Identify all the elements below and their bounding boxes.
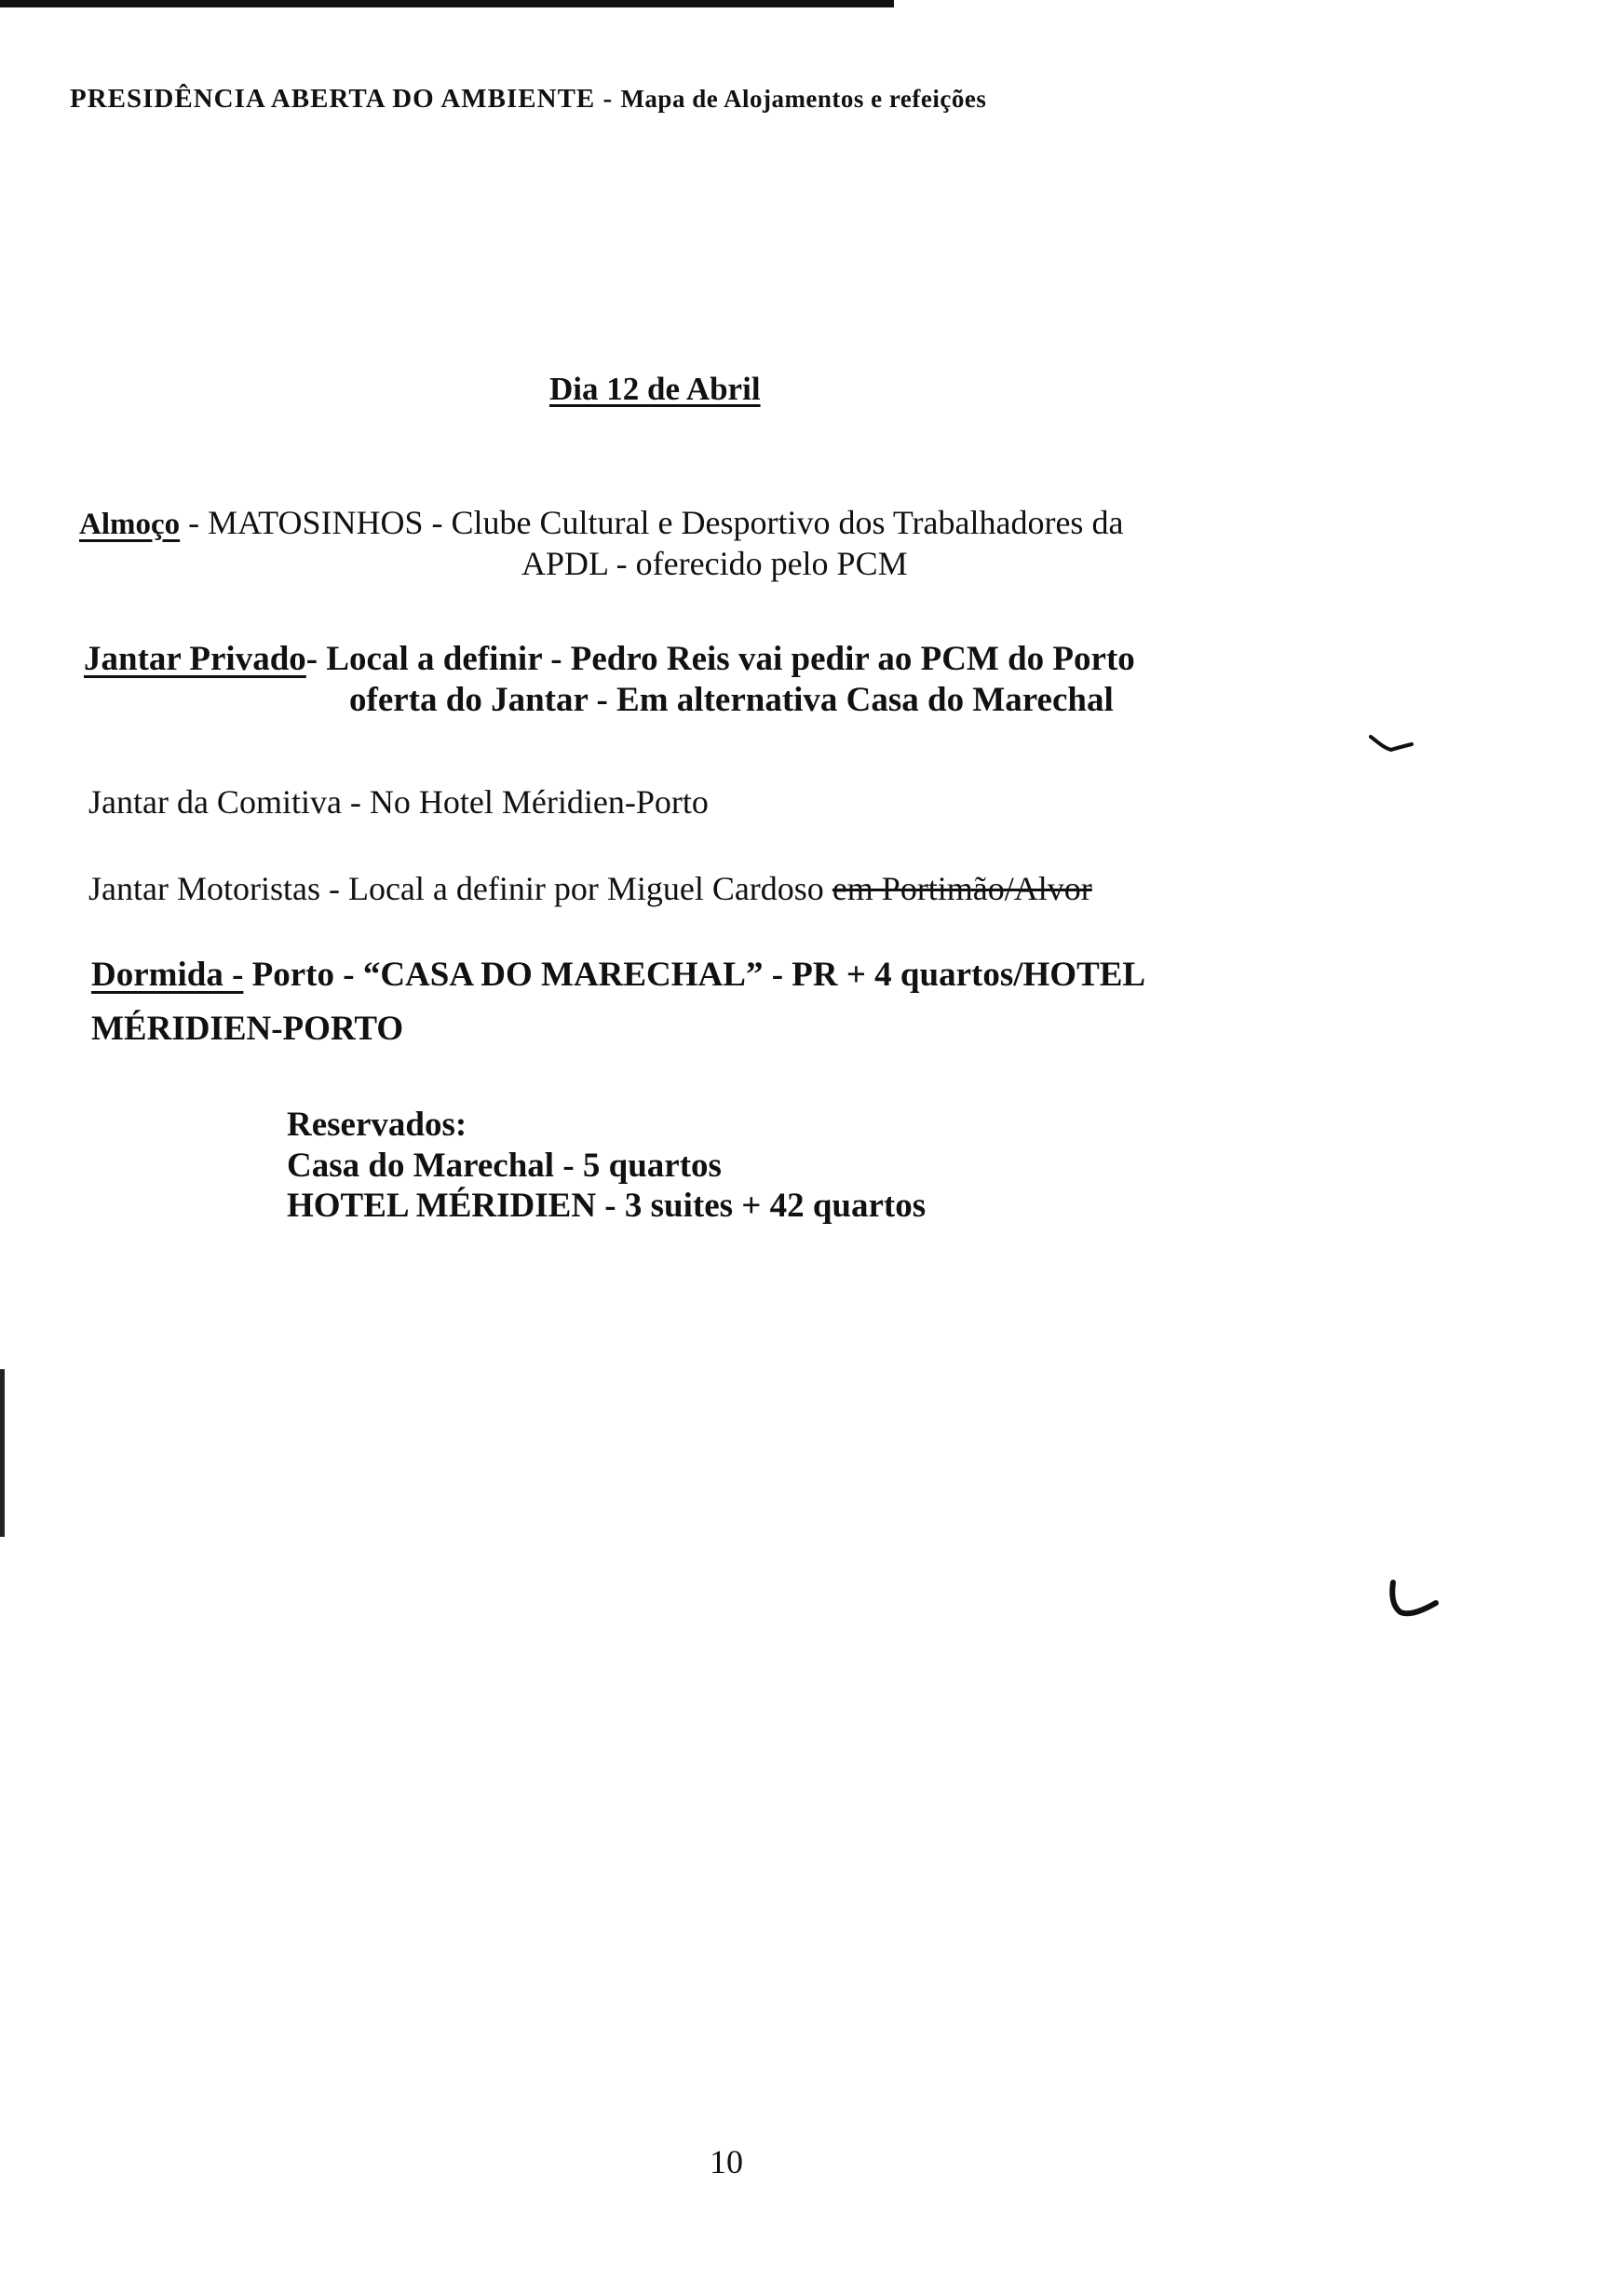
reservados-item: Casa do Marechal - 5 quartos bbox=[287, 1147, 722, 1185]
header-title: PRESIDÊNCIA ABERTA DO AMBIENTE bbox=[70, 84, 596, 114]
date-heading: Dia 12 de Abril bbox=[549, 371, 761, 407]
almoco-line-2: APDL - oferecido pelo PCM bbox=[521, 545, 908, 582]
page-number: 10 bbox=[710, 2143, 743, 2180]
dormida-line-2: MÉRIDIEN-PORTO bbox=[91, 1010, 404, 1048]
almoco-place: MATOSINHOS bbox=[208, 504, 424, 541]
dormida-line-1 bbox=[91, 955, 1145, 995]
handwritten-tick-mark bbox=[1386, 1579, 1441, 1625]
header-subtitle: Mapa de Alojamentos e refeições bbox=[620, 85, 987, 113]
reservados-item: HOTEL MÉRIDIEN - 3 suites + 42 quartos bbox=[287, 1187, 927, 1225]
reservados-title: Reservados: bbox=[287, 1106, 467, 1144]
jantar-comitiva: Jantar da Comitiva - No Hotel Méridien-Porto bbox=[88, 783, 709, 821]
jantar-motoristas-text: Jantar Motoristas - Local a definir por Miguel Cardoso bbox=[88, 870, 832, 907]
header-separator: - bbox=[595, 84, 621, 114]
jantar-privado-line-2: oferta do Jantar - Em alternativa Casa do Marechal bbox=[349, 681, 1114, 719]
jantar-motoristas-struck: em Portimão/Alvor bbox=[832, 870, 1092, 907]
left-scan-rule bbox=[0, 1369, 5, 1537]
page-header bbox=[70, 84, 986, 115]
jantar-privado-label: Jantar Privado bbox=[84, 640, 306, 678]
almoco-label: Almoço bbox=[79, 508, 181, 541]
almoco-sep: - bbox=[180, 504, 209, 541]
almoco-line-1 bbox=[79, 503, 1123, 542]
jantar-motoristas bbox=[88, 869, 1092, 908]
dormida-line1-text: Porto - “CASA DO MARECHAL” - PR + 4 quartos/HOTEL bbox=[243, 956, 1146, 994]
jantar-privado-line1-text: - Local a definir - Pedro Reis vai pedir ao PCM do Porto bbox=[305, 640, 1135, 678]
handwritten-tick-mark bbox=[1369, 731, 1415, 759]
top-scan-rule bbox=[0, 0, 894, 7]
dormida-label: Dormida - bbox=[91, 956, 244, 994]
almoco-line1-text: - Clube Cultural e Desportivo dos Trabalhadores da bbox=[423, 504, 1124, 541]
jantar-privado-line-1 bbox=[84, 639, 1135, 679]
